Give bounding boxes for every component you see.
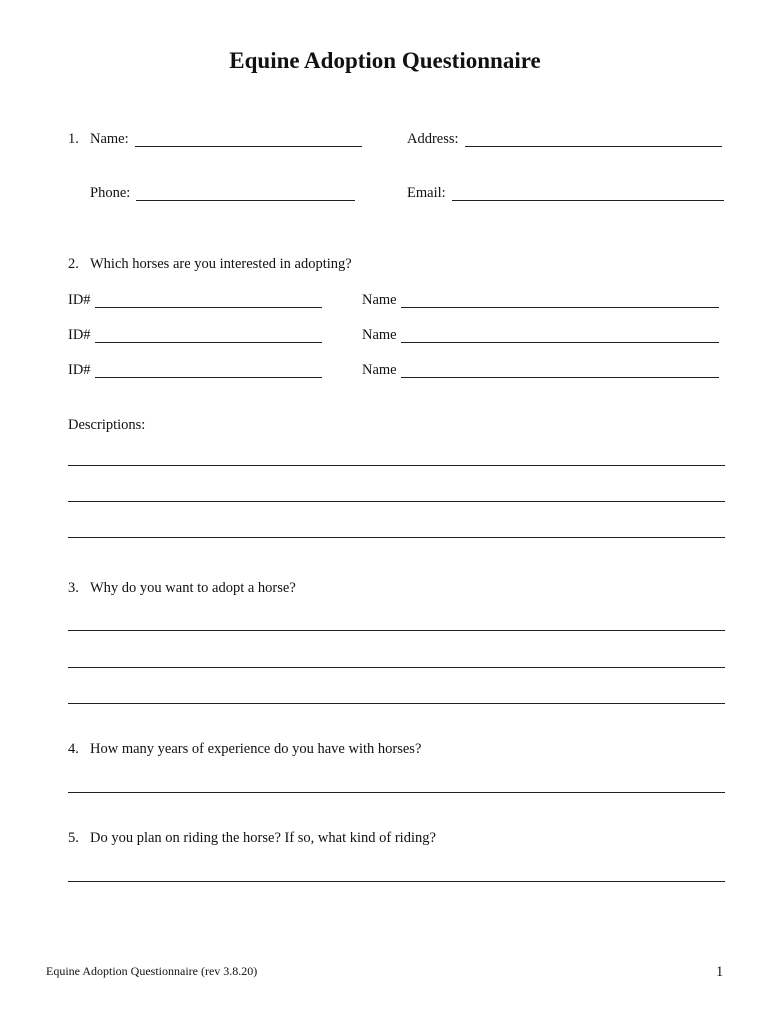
horse-id-field[interactable]	[95, 377, 322, 378]
descriptions-line[interactable]	[68, 465, 725, 466]
descriptions-label: Descriptions:	[68, 417, 146, 433]
descriptions-line[interactable]	[68, 537, 725, 538]
email-field[interactable]	[452, 200, 724, 201]
q4-text: How many years of experience do you have with horses?	[90, 741, 422, 757]
descriptions-line[interactable]	[68, 501, 725, 502]
phone-field[interactable]	[136, 200, 355, 201]
q2-number: 2.	[68, 256, 79, 272]
q2-text: Which horses are you interested in adopting?	[90, 256, 352, 272]
answer-line[interactable]	[68, 792, 725, 793]
address-label: Address:	[407, 131, 459, 147]
horse-name-label: Name	[362, 292, 397, 308]
horse-name-field[interactable]	[401, 377, 719, 378]
q5-text: Do you plan on riding the horse? If so, what kind of riding?	[90, 830, 436, 846]
id-label: ID#	[68, 292, 91, 308]
footer-doc-label: Equine Adoption Questionnaire (rev 3.8.20)	[46, 964, 258, 978]
name-field[interactable]	[135, 146, 362, 147]
address-field[interactable]	[465, 146, 722, 147]
name-label: Name:	[90, 131, 129, 147]
answer-line[interactable]	[68, 667, 725, 668]
horse-id-field[interactable]	[95, 307, 322, 308]
horse-id-field[interactable]	[95, 342, 322, 343]
q3-text: Why do you want to adopt a horse?	[90, 580, 296, 596]
answer-line[interactable]	[68, 703, 725, 704]
horse-name-field[interactable]	[401, 342, 719, 343]
page-title: Equine Adoption Questionnaire	[229, 48, 541, 73]
page-number: 1	[716, 964, 724, 980]
horse-name-label: Name	[362, 327, 397, 343]
id-label: ID#	[68, 362, 91, 378]
q1-number: 1.	[68, 131, 79, 147]
q4-number: 4.	[68, 741, 79, 757]
horse-name-label: Name	[362, 362, 397, 378]
answer-line[interactable]	[68, 630, 725, 631]
q3-number: 3.	[68, 580, 79, 596]
phone-label: Phone:	[90, 185, 131, 201]
email-label: Email:	[407, 185, 446, 201]
id-label: ID#	[68, 327, 91, 343]
horse-name-field[interactable]	[401, 307, 719, 308]
answer-line[interactable]	[68, 881, 725, 882]
q5-number: 5.	[68, 830, 79, 846]
